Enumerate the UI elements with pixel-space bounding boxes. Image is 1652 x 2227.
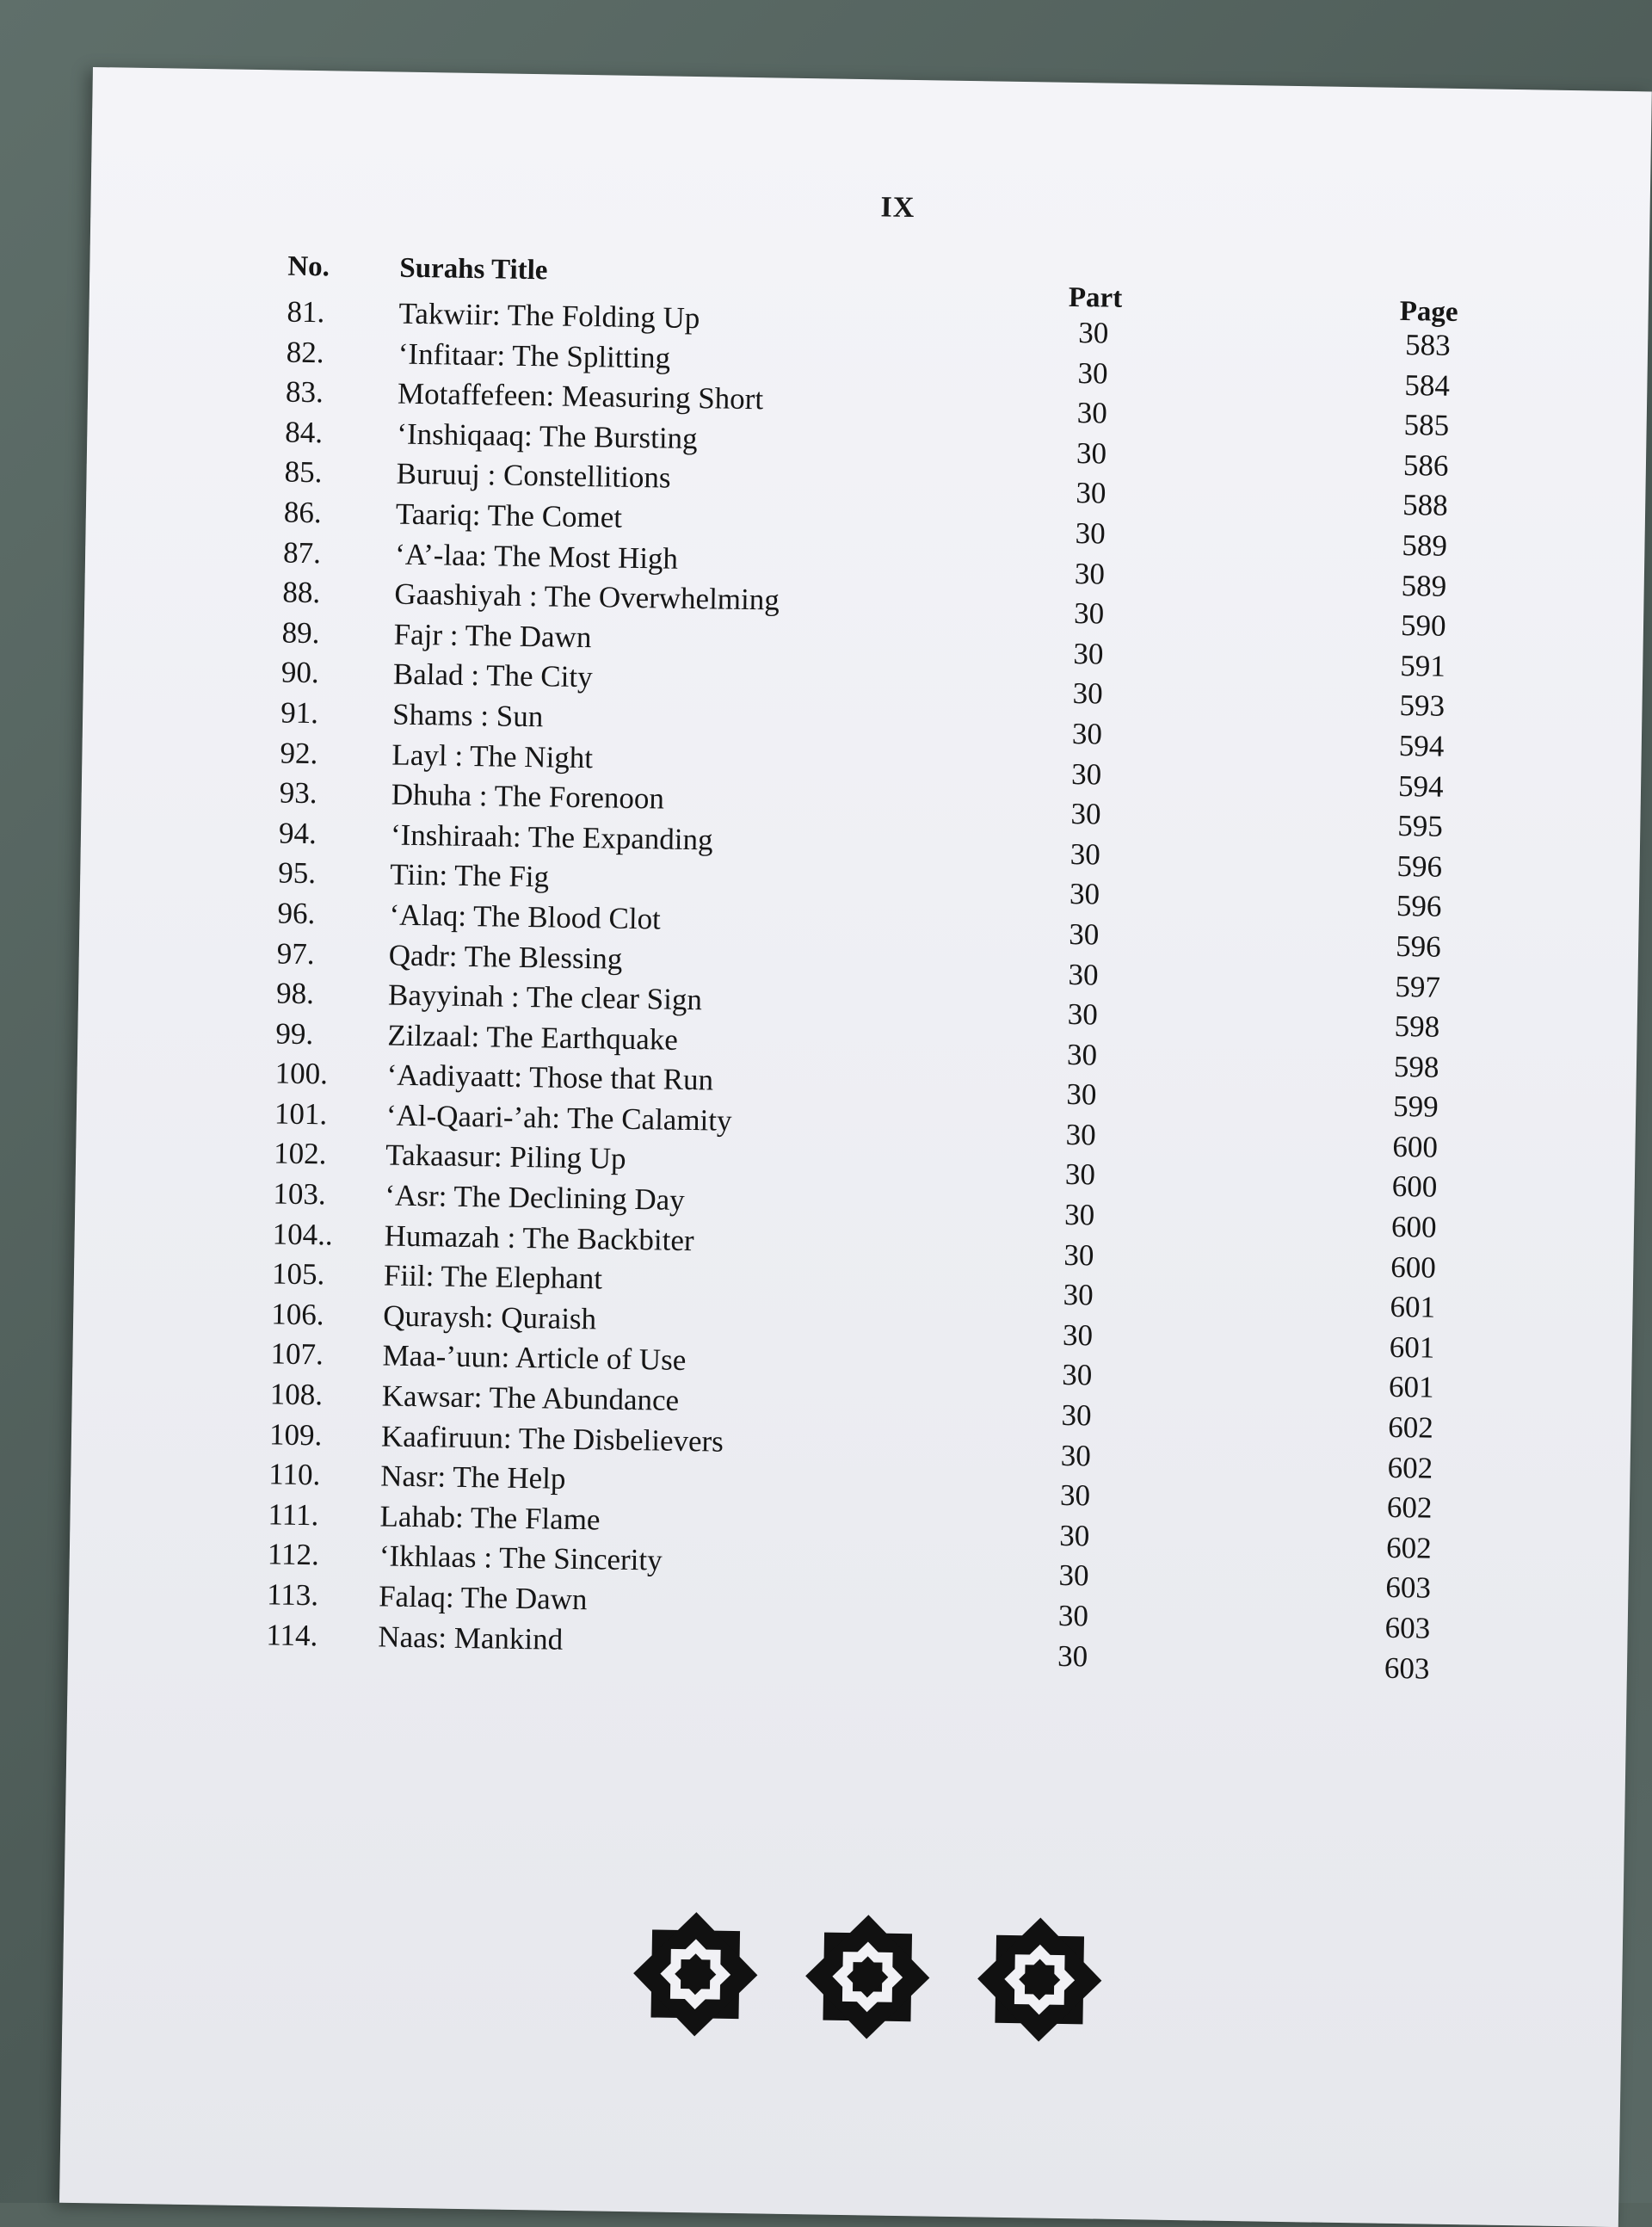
page-ref: 597: [1395, 969, 1441, 1004]
surah-title: Balad : The City: [392, 657, 593, 694]
surah-title: Bayyinah : The clear Sign: [387, 978, 703, 1017]
row-number: 99.: [275, 1016, 314, 1051]
row-number: 103.: [273, 1176, 327, 1212]
surah-title: ‘Infitaar: The Splitting: [398, 336, 671, 375]
row-number: 113.: [266, 1577, 319, 1613]
part-number: 30: [1064, 1157, 1096, 1192]
page-ref: 602: [1387, 1450, 1433, 1485]
surah-title: ‘Al-Qaari-’ah: The Calamity: [385, 1098, 732, 1138]
surah-title: Buruuj : Constellitions: [396, 456, 671, 495]
star-ornament-icon: [965, 1905, 1114, 2054]
page-ref: 599: [1392, 1089, 1439, 1124]
table-of-contents: [266, 250, 1595, 1686]
surah-title: Nasr: The Help: [380, 1459, 566, 1496]
part-number: 30: [1057, 1598, 1089, 1633]
row-number: 96.: [277, 896, 316, 931]
page-ref: 589: [1401, 568, 1447, 603]
surah-title: Humazah : The Backbiter: [384, 1218, 694, 1257]
row-number: 90.: [280, 655, 320, 690]
part-number: 30: [1063, 1278, 1094, 1312]
ornament-row: [62, 1891, 1624, 2088]
part-number: 30: [1075, 515, 1106, 551]
page-ref: 591: [1399, 648, 1446, 683]
part-number: 30: [1067, 997, 1099, 1032]
page-ref: 595: [1397, 809, 1444, 843]
part-number: 30: [1070, 797, 1101, 831]
row-number: 100.: [274, 1056, 329, 1091]
part-number: 30: [1069, 836, 1101, 872]
part-number: 30: [1073, 596, 1105, 631]
part-number: 30: [1071, 716, 1103, 751]
page-ref: 589: [1402, 527, 1448, 563]
row-number: 97.: [276, 935, 315, 971]
page-ref: 594: [1397, 768, 1444, 804]
header-part: Part: [1068, 281, 1123, 314]
row-number: 107.: [270, 1336, 324, 1372]
surah-title: Kawsar: The Abundance: [381, 1379, 680, 1417]
page-ref: 602: [1386, 1490, 1433, 1525]
row-number: 82.: [286, 335, 324, 369]
surah-title: ‘Aadiyaatt: Those that Run: [386, 1058, 714, 1097]
part-number: 30: [1077, 355, 1108, 391]
header-page: Page: [1399, 295, 1458, 328]
page-ref: 588: [1402, 488, 1448, 523]
surah-title: Gaashiyah : The Overwhelming: [394, 577, 780, 617]
page-ref: 596: [1396, 889, 1442, 924]
surah-title: Tiin: The Fig: [389, 857, 550, 894]
part-number: 30: [1059, 1478, 1091, 1513]
part-number: 30: [1066, 1077, 1097, 1112]
page-ref: 600: [1390, 1249, 1437, 1285]
surah-title: Takwiir: The Folding Up: [398, 296, 700, 336]
part-number: 30: [1066, 1037, 1098, 1072]
row-number: 105.: [271, 1256, 325, 1292]
row-number: 94.: [278, 816, 317, 850]
surah-title: Fajr : The Dawn: [393, 617, 592, 654]
row-number: 88.: [282, 575, 321, 610]
row-number: 95.: [278, 855, 317, 891]
row-number: 112.: [267, 1537, 320, 1572]
row-number: 101.: [274, 1096, 328, 1132]
row-number: 86.: [283, 495, 322, 530]
part-number: 30: [1068, 957, 1099, 991]
row-number: 114.: [266, 1617, 318, 1652]
page-ref: 600: [1391, 1169, 1438, 1205]
part-number: 30: [1073, 636, 1104, 671]
row-number: 109.: [268, 1417, 323, 1453]
row-number: 85.: [284, 454, 323, 490]
part-number: 30: [1059, 1518, 1090, 1553]
surah-title: ‘Alaq: The Blood Clot: [389, 898, 662, 936]
part-number: 30: [1057, 1638, 1088, 1673]
row-number: 84.: [285, 415, 324, 450]
row-number: 111.: [268, 1497, 319, 1533]
surah-title: ‘Ikhlaas : The Sincerity: [379, 1539, 663, 1578]
book-page: [59, 67, 1652, 2227]
row-number: 81.: [287, 294, 325, 330]
row-number: 93.: [279, 775, 317, 811]
page-ref: 594: [1398, 728, 1445, 763]
row-number: 108.: [269, 1377, 324, 1412]
row-number: 106.: [270, 1297, 324, 1332]
surah-title: Dhuha : The Forenoon: [391, 777, 665, 816]
surah-title: Naas: Mankind: [378, 1619, 564, 1656]
surah-title: Falaq: The Dawn: [378, 1579, 588, 1617]
page-ref: 598: [1393, 1049, 1439, 1084]
header-no: No.: [287, 250, 330, 283]
part-number: 30: [1076, 476, 1106, 510]
page-ref: 586: [1402, 447, 1449, 483]
row-number: 83.: [285, 374, 324, 410]
page-ref: 598: [1394, 1009, 1440, 1044]
surah-title: Kaafiruun: The Disbelievers: [380, 1419, 724, 1459]
page-ref: 602: [1388, 1410, 1434, 1445]
page-ref: 603: [1384, 1610, 1431, 1645]
star-ornament-icon: [793, 1903, 942, 2051]
surah-title: ‘A’-laa: The Most High: [394, 537, 679, 576]
surah-title: Quraysh: Quraish: [382, 1299, 597, 1336]
part-number: 30: [1058, 1558, 1089, 1593]
surah-title: Layl : The Night: [391, 737, 594, 774]
surah-title: Lahab: The Flame: [379, 1499, 601, 1537]
part-number: 30: [1065, 1117, 1096, 1152]
page-ref: 603: [1385, 1570, 1432, 1606]
part-number: 30: [1076, 396, 1108, 430]
row-number: 110.: [268, 1457, 321, 1492]
page-ref: 596: [1396, 848, 1443, 884]
row-number: 89.: [281, 615, 320, 650]
row-number: 102.: [273, 1136, 327, 1171]
table-body: [266, 293, 1595, 1686]
star-ornament-icon: [621, 1900, 770, 2049]
row-number: 87.: [282, 535, 322, 570]
surah-title: Fiil: The Elephant: [383, 1258, 603, 1296]
surah-title: Motaffefeen: Measuring Short: [397, 376, 764, 416]
part-number: 30: [1077, 316, 1109, 350]
page-ref: 601: [1389, 1329, 1435, 1365]
part-number: 30: [1069, 877, 1100, 911]
row-number: 98.: [275, 976, 315, 1011]
page-ref: 601: [1388, 1370, 1434, 1405]
page-ref: 603: [1384, 1650, 1430, 1686]
row-number: 104..: [272, 1217, 334, 1252]
part-number: 30: [1061, 1397, 1092, 1433]
page-ref: 585: [1403, 408, 1450, 442]
page-ref: 596: [1395, 928, 1441, 964]
surah-title: Shams : Sun: [391, 697, 544, 734]
surah-title: Zilzaal: The Earthquake: [387, 1018, 679, 1057]
header-title: Surahs Title: [399, 252, 548, 287]
part-number: 30: [1070, 756, 1102, 792]
page-ref: 583: [1404, 327, 1451, 362]
part-number: 30: [1060, 1438, 1092, 1473]
part-number: 30: [1063, 1197, 1095, 1232]
part-number: 30: [1076, 435, 1107, 471]
row-number: 91.: [280, 695, 319, 731]
page-ref: 601: [1390, 1290, 1436, 1324]
page-ref: 593: [1399, 688, 1446, 724]
row-number: 92.: [280, 736, 318, 770]
part-number: 30: [1063, 1237, 1094, 1273]
part-number: 30: [1061, 1358, 1093, 1392]
surah-title: Takaasur: Piling Up: [385, 1138, 626, 1176]
page-ref: 584: [1404, 367, 1451, 403]
part-number: 30: [1074, 556, 1106, 591]
surah-title: ‘Inshiqaaq: The Bursting: [397, 416, 698, 455]
part-number: 30: [1069, 916, 1100, 952]
part-number: 30: [1062, 1317, 1094, 1353]
page-number: IX: [880, 191, 915, 225]
part-number: 30: [1072, 676, 1104, 711]
surah-title: Qadr: The Blessing: [388, 938, 623, 976]
page-ref: 600: [1392, 1129, 1439, 1164]
surah-title: Maa-’uun: Article of Use: [382, 1338, 687, 1378]
surah-title: ‘Inshiraah: The Expanding: [390, 817, 713, 857]
page-ref: 600: [1390, 1209, 1437, 1244]
surah-title: Taariq: The Comet: [395, 497, 623, 534]
page-ref: 590: [1400, 608, 1446, 643]
page-ref: 602: [1385, 1530, 1432, 1565]
surah-title: ‘Asr: The Declining Day: [385, 1178, 686, 1218]
